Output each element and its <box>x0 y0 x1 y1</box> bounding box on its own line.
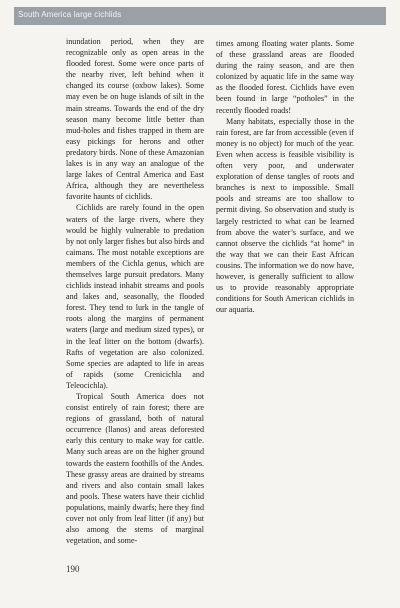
left-column <box>66 36 204 546</box>
left-paragraph-3: Tropical South America does not consist entirely of rain forest; there are regions of grassland, both of natural occurrence (llanos) and areas deforested early this century to make way for cattle. Many such areas are on the higher ground towards the eastern foothills of the Andes. These grassy areas are drained by streams and rivers and also contain small lakes and pools. These waters have their cichlid populations, mainly dwarfs; here they find cover not only from leaf litter (if any) but also among the stems of marginal vegetation, and some- <box>66 392 204 546</box>
right-column <box>216 38 354 315</box>
right-paragraph-1: times among floating water plants. Some of these grassland areas are flooded during the rainy season, and are then colonized by aquatic life in the same way as the flooded forest. Cichlids have even been found in large “potholes” in the recently flooded roads! <box>216 39 354 115</box>
running-head-bar <box>14 7 386 25</box>
running-head: South America large cichlids <box>18 10 122 19</box>
page-number: 190 <box>66 564 80 574</box>
left-paragraph-2: Cichlids are rarely found in the open waters of the large rivers, where they would be highly vulnerable to predation by not only larger fishes but also birds and caimans. The most notable exceptions are members of the Cichla genus, which are themselves large pursuit predators. Many cichlids instead inhabit streams and pools and lakes and, seasonally, the flooded forest. They tend to lurk in the tangle of roots along the margins of permanent waters (large and medium sized types), or in the leaf litter on the bottom (dwarfs). Rafts of vegetation are also colonized. Some species are adapted to life in areas of rapids (some Crenicichla and Teleocichla). <box>66 203 204 390</box>
right-paragraph-2: Many habitats, especially those in the rain forest, are far from accessible (even if money is no object) for much of the year. Even when access is feasible visibility is often very poor, and underwater exploration of dense tangles of roots and branches is next to impossible. Small pools and streams are too shallow to permit diving. So observation and study is largely restricted to what can be learned from above the water’s surface, and we cannot observe the cichlids “at home” in the way that we can their East African cousins. The information we do now have, however, is generally sufficient to allow us to provide reasonably appropriate conditions for South American cichlids in our aquaria. <box>216 116 354 315</box>
left-paragraph-1: inundation period, when they are recognizable only as open areas in the flooded forest. Some were once parts of the nearby river, left behind when it changed its course (oxbow lakes). Some may even be on huge islands of silt in the main streams. Towards the end of the dry season many become little better than mud-holes and fishes trapped in them are easy pickings for herons and other predatory birds. None of these Amazonian lakes is in any way an analogue of the large lakes of Central America and East Africa, although they are nevertheless favorite haunts of cichlids. <box>66 37 204 202</box>
